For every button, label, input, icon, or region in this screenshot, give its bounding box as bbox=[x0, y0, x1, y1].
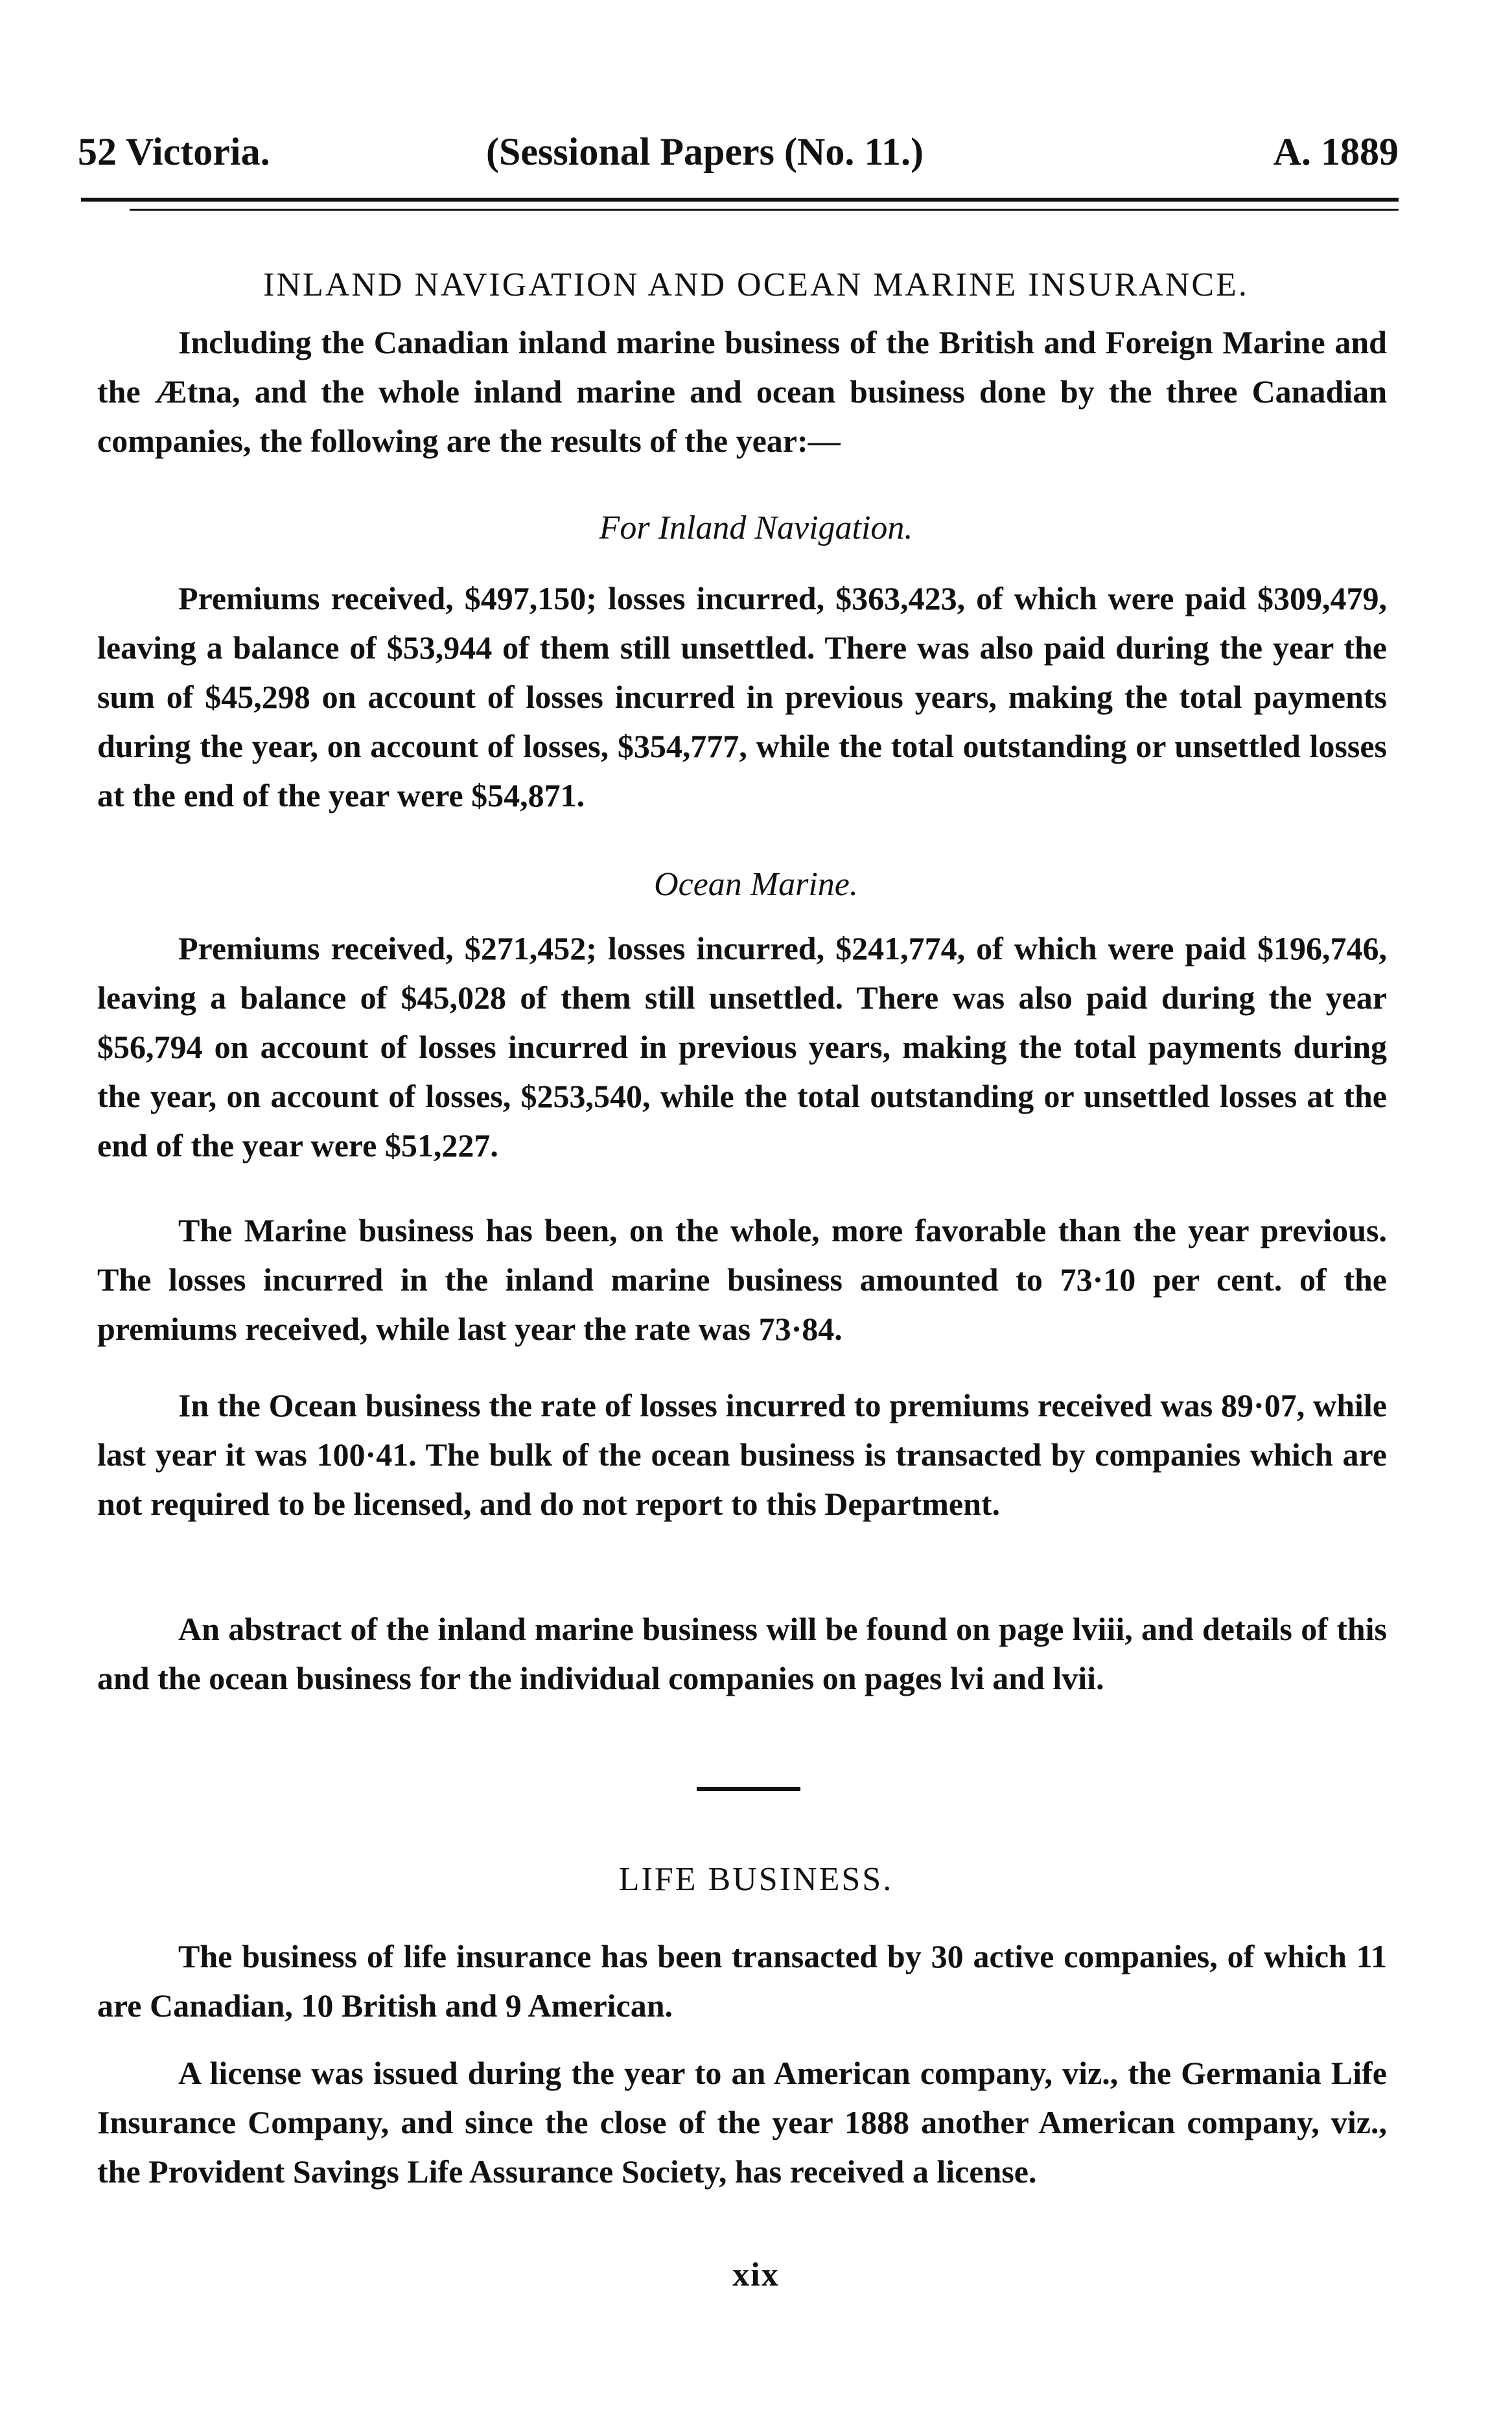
paragraph-ocean-marine: Premiums received, $271,452; losses incurred, $241,774, of which were paid $196,746, leaving a balance of $45,028 of them still unsettled. There was also paid during the year $56,794 on account of losses incurred in previous years, making the total payments during the year, on account of losses, $253,540, while the total outstanding or unsettled losses at the end of the year were $51,227. bbox=[97, 930, 1387, 1164]
header-rule-thick bbox=[81, 198, 1399, 202]
section-title-inland-navigation: INLAND NAVIGATION AND OCEAN MARINE INSURANCE. bbox=[263, 266, 1249, 303]
header-rule-thin bbox=[130, 209, 1399, 211]
subheading-ocean-marine: Ocean Marine. bbox=[654, 866, 858, 903]
header-center: (Sessional Papers (No. 11.) bbox=[486, 130, 924, 173]
section-title-life-business: LIFE BUSINESS. bbox=[618, 1861, 894, 1898]
paragraph-ocean-rate: In the Ocean business the rate of losses incurred to premiums received was 89·07, while last year it was 100·41. The bulk of the ocean business is transacted by companies which are not required to be licensed, and do not report to this Department. bbox=[97, 1387, 1387, 1522]
paragraph-marine-favorable: The Marine business has been, on the whole, more favorable than the year previous. The losses incurred in the inland marine business amounted to 73·10 per cent. of the premiums received, while last year the rate was 73·84. bbox=[97, 1212, 1387, 1347]
page-number: xix bbox=[732, 2256, 780, 2293]
header-left: 52 Victoria. bbox=[78, 130, 270, 173]
header-right: A. 1889 bbox=[1273, 130, 1399, 173]
paragraph-inland-navigation: Premiums received, $497,150; losses incurred, $363,423, of which were paid $309,479, leaving a balance of $53,944 of them still unsettled. There was also paid during the year the sum of $45,298 on account of losses incurred in previous years, making the total payments during the year, on account of losses, $354,777, while the total outstanding or unsettled losses at the end of the year were $54,871. bbox=[97, 580, 1387, 814]
running-header bbox=[78, 130, 1399, 181]
paragraph-life-business: The business of life insurance has been transacted by 30 active companies, of which 11 are Canadian, 10 British and 9 American. bbox=[97, 1938, 1387, 2024]
paragraph-license: A license was issued during the year to an American company, viz., the Germania Life Insurance Company, and since the close of the year 1888 another American company, viz., the Provident Savings Life Assurance Society, has received a license. bbox=[97, 2055, 1387, 2190]
paragraph-intro: Including the Canadian inland marine business of the British and Foreign Marine and the Ætna, and the whole inland marine and ocean business done by the three Canadian companies, the following are the results of the year:— bbox=[97, 324, 1387, 459]
section-divider bbox=[697, 1787, 800, 1791]
subheading-inland-navigation: For Inland Navigation. bbox=[599, 509, 913, 546]
paragraph-abstract: An abstract of the inland marine business will be found on page lviii, and details of this and the ocean business for the individual companies on pages lvi and lvii. bbox=[97, 1611, 1387, 1696]
